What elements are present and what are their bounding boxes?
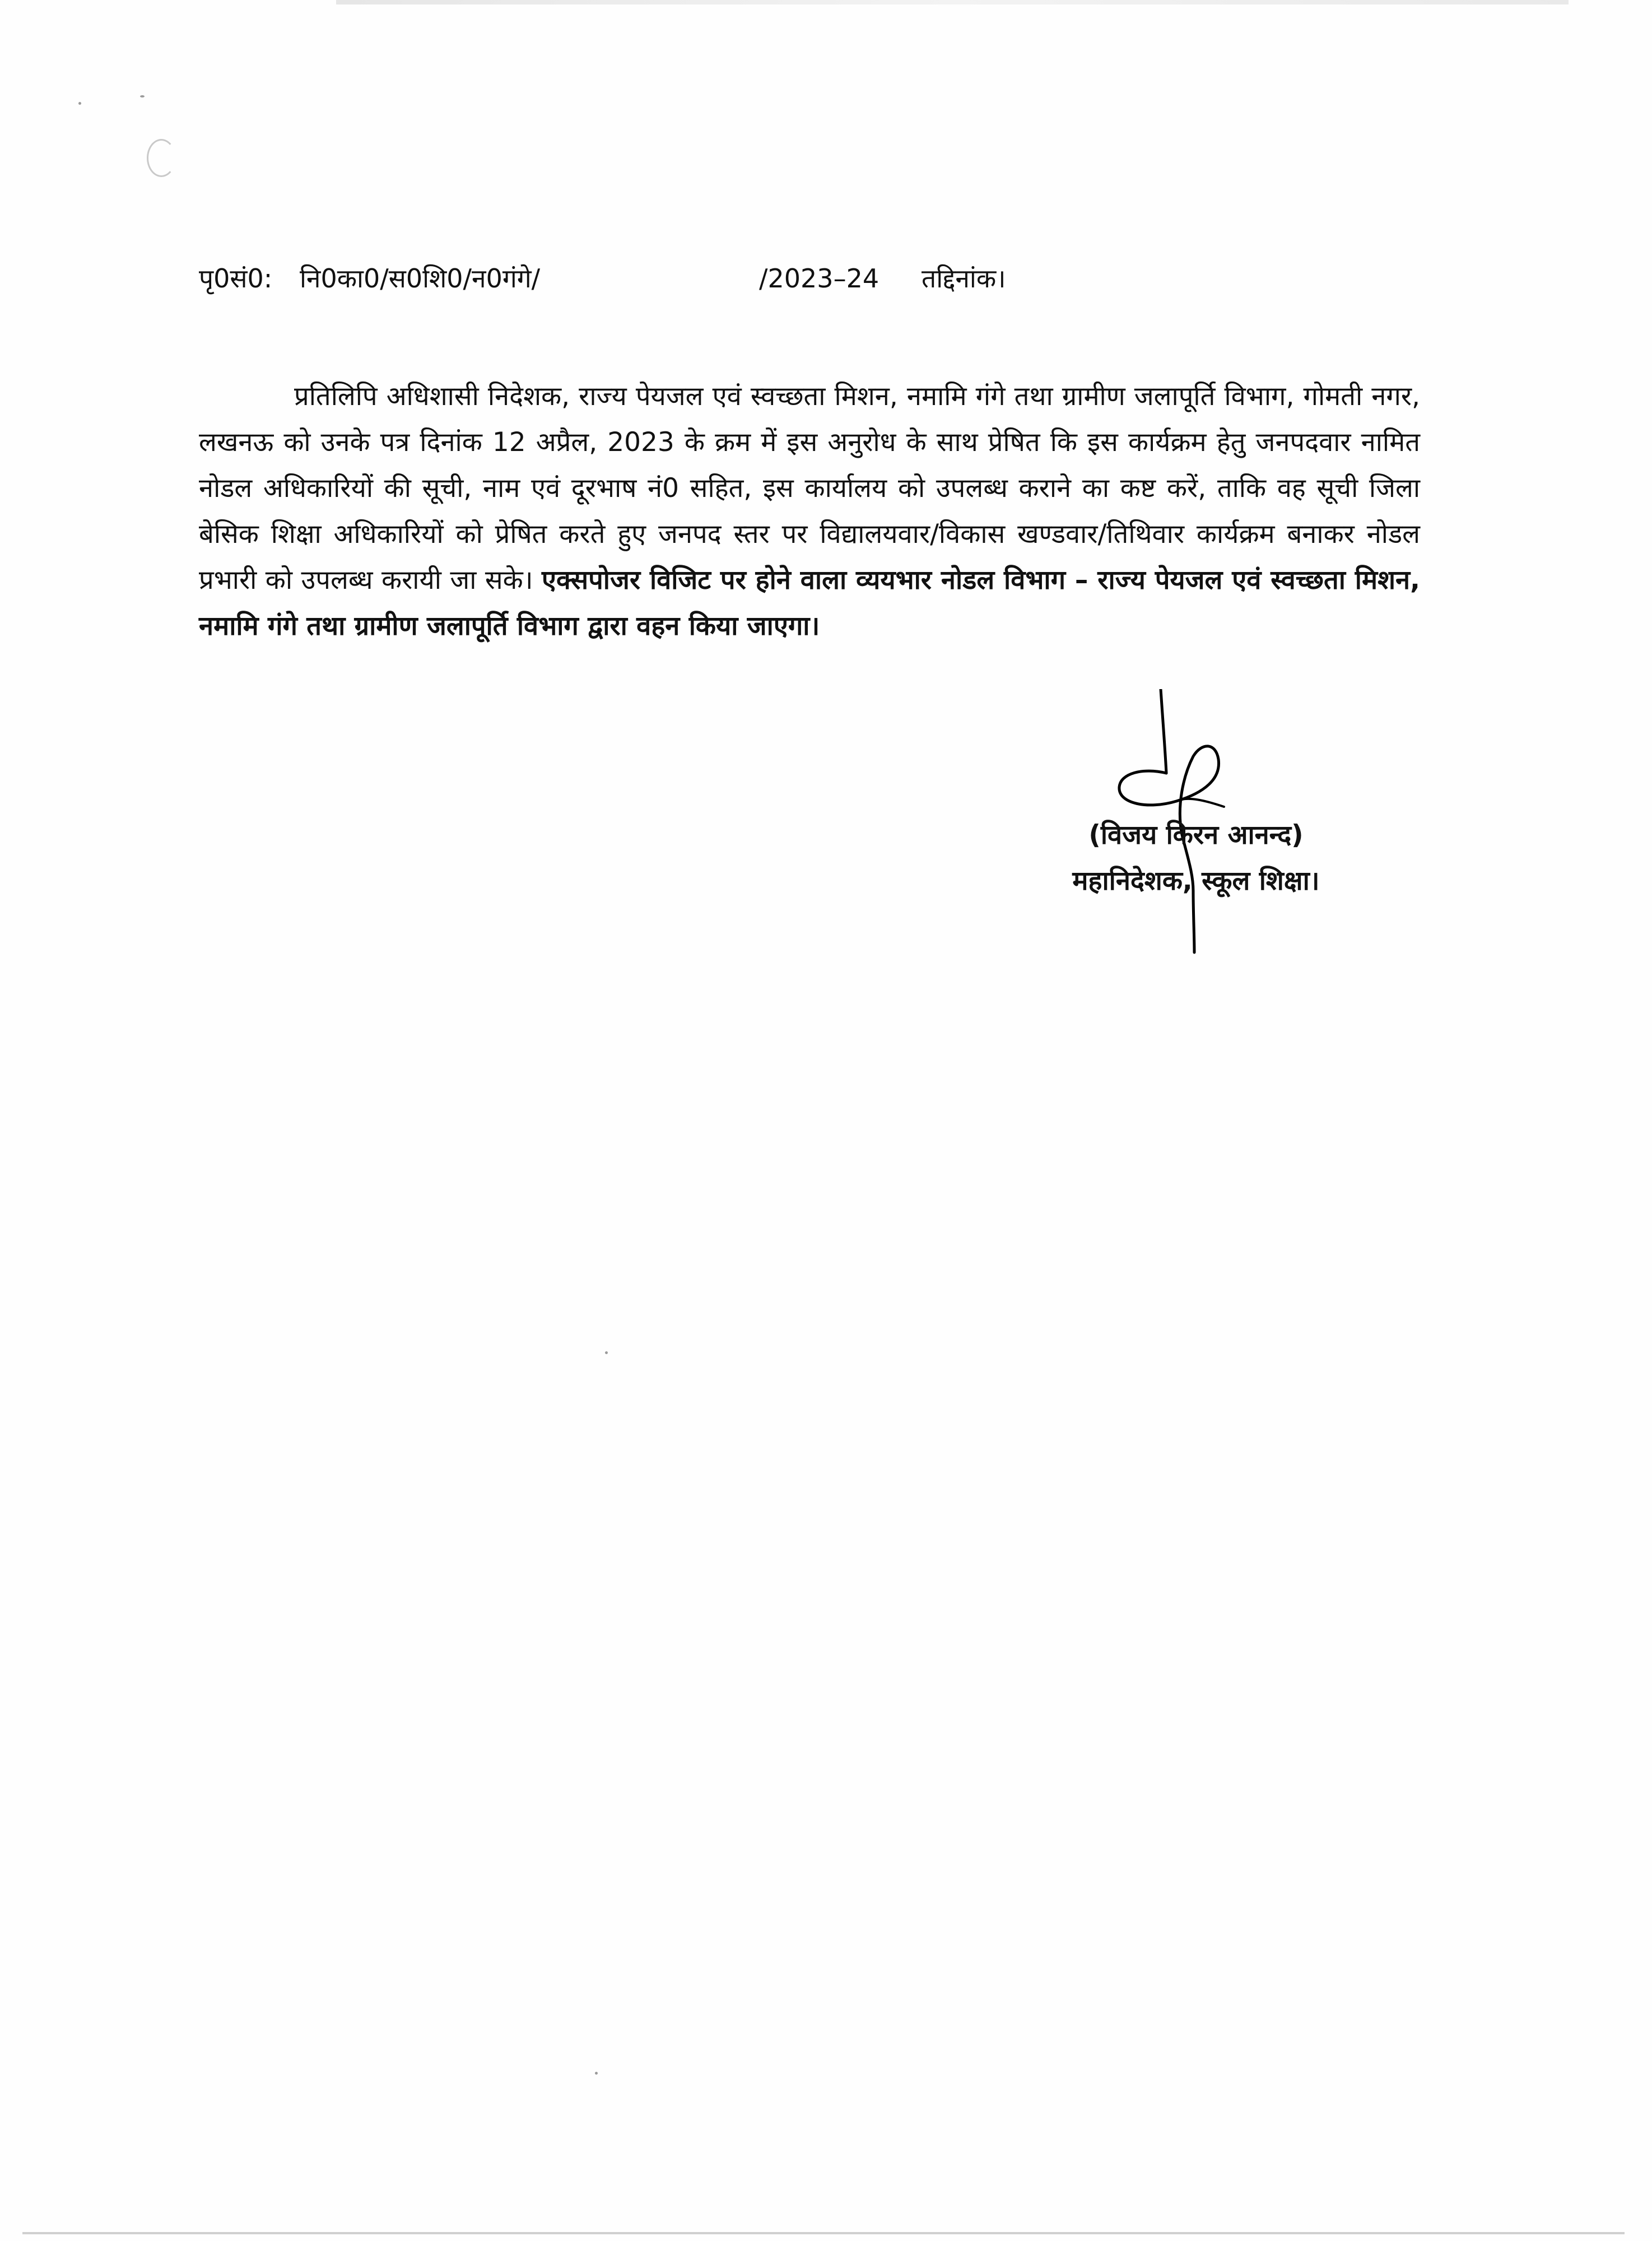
signatory-block xyxy=(1039,812,1353,904)
scan-edge-bottom xyxy=(22,2232,1625,2234)
reference-line xyxy=(199,259,1151,298)
scan-dot xyxy=(605,1351,608,1354)
punch-hole-mark xyxy=(147,139,176,177)
body-normal-text: प्रतिलिपि अधिशासी निदेशक, राज्य पेयजल एवं स्वच्छता मिशन, नमामि गंगे तथा ग्रामीण जलापूर्ति विभाग, गोमती नगर, लखनऊ को उनके पत्र दिनांक 12 अप्रैल, 2023 के क्रम में इस अनुरोध के साथ प्रेषित कि इस कार्यक्रम हेतु जनपदवार नामित नोडल अधिकारियों की सूची, नाम एवं दूरभाष नं0 सहित, इस कार्यालय को उपलब्ध कराने का कष्ट करें, ताकि वह सूची जिला बेसिक शिक्षा अधिकारियों को प्रेषित करते हुए जनपद स्तर पर विद्यालयवार/विकास खण्डवार/तिथिवार कार्यक्रम बनाकर नोडल प्रभारी को उपलब्ध करायी जा सके। xyxy=(199,381,1420,596)
reference-label: पृ0सं0: xyxy=(199,263,273,294)
body-bold-text: एक्सपोजर विजिट पर होने वाला व्ययभार नोडल विभाग – राज्य पेयजल एवं स्वच्छता मिशन, नमामि गंगे तथा ग्रामीण जलापूर्ति विभाग द्वारा वहन किया जाएगा। xyxy=(199,565,1420,641)
scan-dot xyxy=(78,102,81,105)
scan-dot xyxy=(140,95,145,97)
scan-dot xyxy=(595,2072,598,2075)
reference-year: /2023–24 xyxy=(759,263,879,294)
reference-date: तद्दिनांक। xyxy=(922,263,1006,294)
reference-number: नि0का0/स0शि0/न0गंगे/ xyxy=(300,263,541,294)
signatory-designation: महानिदेशक, स्कूल शिक्षा। xyxy=(1072,866,1320,896)
signatory-name: (विजय किरन आनन्द) xyxy=(1088,820,1304,850)
scan-edge-top xyxy=(336,0,1569,4)
body-paragraph xyxy=(199,374,1420,649)
